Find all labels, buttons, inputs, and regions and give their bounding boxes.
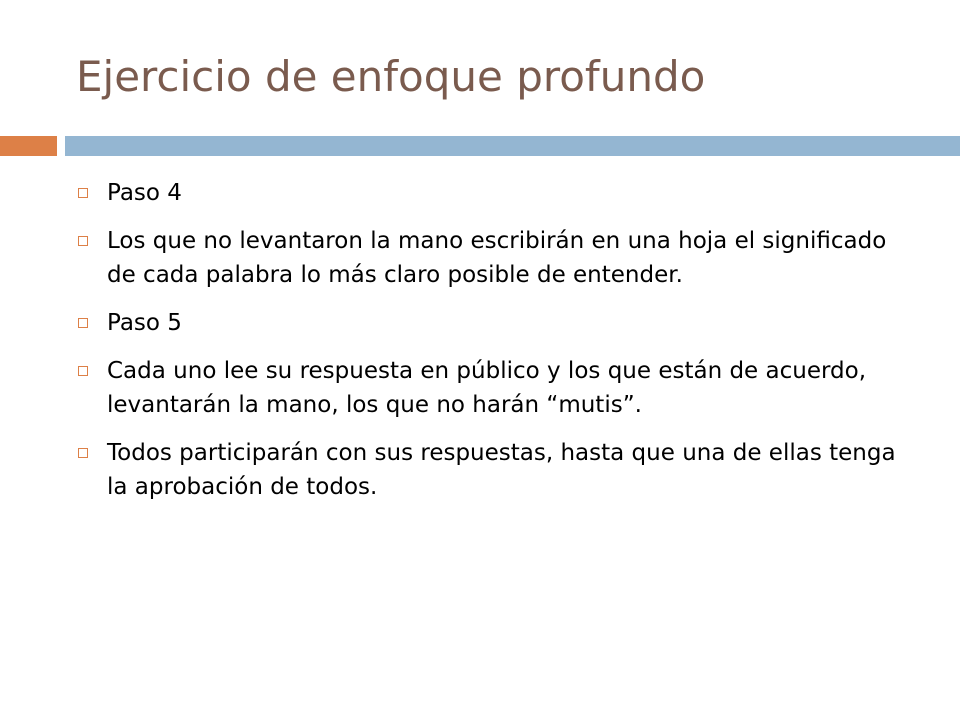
bullet-item-instructions-write xyxy=(76,224,916,292)
bullet-text: Todos participarán con sus respuestas, hasta que una de ellas tenga la aprobación de todos. xyxy=(107,440,896,500)
bullet-item-instructions-participate xyxy=(76,436,916,504)
hollow-square-icon xyxy=(78,448,88,458)
bullet-list xyxy=(76,176,916,518)
title-accent-bar-orange xyxy=(0,136,57,156)
bullet-text: Paso 4 xyxy=(107,180,182,206)
bullet-text: Paso 5 xyxy=(107,310,182,336)
hollow-square-icon xyxy=(78,318,88,328)
bullet-text: Los que no levantaron la mano escribirán en una hoja el significado de cada palabra lo más claro posible de entender. xyxy=(107,228,887,288)
hollow-square-icon xyxy=(78,188,88,198)
hollow-square-icon xyxy=(78,236,88,246)
slide-title: Ejercicio de enfoque profundo xyxy=(76,52,706,101)
title-accent-bar-blue xyxy=(65,136,960,156)
hollow-square-icon xyxy=(78,366,88,376)
bullet-item-instructions-read xyxy=(76,354,916,422)
bullet-text: Cada uno lee su respuesta en público y los que están de acuerdo, levantarán la mano, los que no harán “mutis”. xyxy=(107,358,867,418)
bullet-item-paso-4 xyxy=(76,176,916,210)
bullet-item-paso-5 xyxy=(76,306,916,340)
